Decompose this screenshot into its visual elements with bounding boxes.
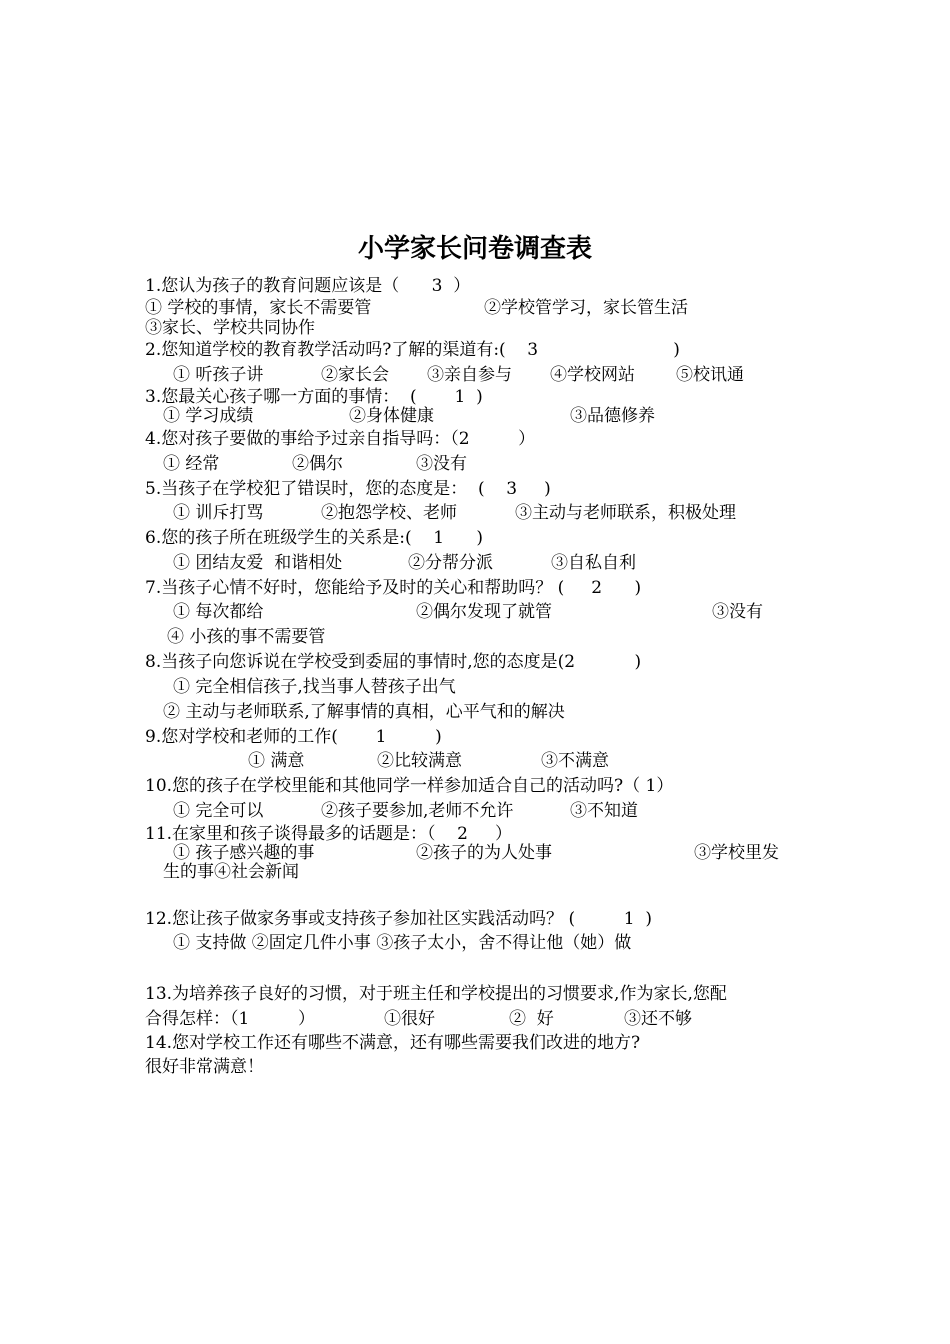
q4-option-1: ① 经常 (163, 454, 220, 474)
question-13: 13.为培养孩子良好的习惯，对于班主任和学校提出的习惯要求,作为家长,您配 (145, 984, 727, 1004)
question-2: 2.您知道学校的教育教学活动吗?了解的渠道有:( 3 ) (145, 340, 680, 360)
question-12: 12.您让孩子做家务事或支持孩子参加社区实践活动吗？ ( 1 ) (145, 909, 652, 929)
question-11: 11.在家里和孩子谈得最多的话题是：（ 2 ） (145, 824, 512, 844)
question-5: 5.当孩子在学校犯了错误时，您的态度是： ( 3 ) (145, 479, 551, 499)
q2-option-5: ⑤校讯通 (676, 365, 744, 385)
q7-option-4: ④ 小孩的事不需要管 (167, 627, 326, 647)
q5-option-2: ②抱怨学校、老师 (321, 503, 457, 523)
q6-option-3: ③自私自利 (551, 553, 636, 573)
q13-option-4: ③还不够 (624, 1009, 692, 1029)
q7-option-1: ① 每次都给 (173, 602, 264, 622)
q5-option-3: ③主动与老师联系，积极处理 (515, 503, 736, 523)
q3-option-1: ① 学习成绩 (163, 406, 254, 426)
q11-option-3: ③学校里发 (694, 843, 779, 863)
question-4: 4.您对孩子要做的事给予过亲自指导吗：（2 ） (145, 429, 536, 449)
q7-option-2: ②偶尔发现了就管 (416, 602, 552, 622)
question-10: 10.您的孩子在学校里能和其他同学一样参加适合自己的活动吗?（ 1） (145, 776, 674, 796)
q1-option-2: ②学校管学习，家长管生活 (484, 298, 688, 318)
q13-option-2: ①很好 (384, 1009, 435, 1029)
q11-option-2: ②孩子的为人处事 (416, 843, 552, 863)
q3-option-2: ②身体健康 (349, 406, 434, 426)
question-8: 8.当孩子向您诉说在学校受到委屈的事情时,您的态度是(2 ) (145, 652, 642, 672)
q2-option-3: ③亲自参与 (427, 365, 512, 385)
q4-option-2: ②偶尔 (292, 454, 343, 474)
q4-option-3: ③没有 (416, 454, 467, 474)
q3-option-3: ③品德修养 (570, 406, 655, 426)
q9-option-2: ②比较满意 (377, 751, 462, 771)
q13-option-3: ② 好 (509, 1009, 554, 1029)
q7-option-3: ③没有 (712, 602, 763, 622)
q9-option-3: ③不满意 (541, 751, 609, 771)
q1-option-3: ③家长、学校共同协作 (145, 318, 315, 338)
q9-option-1: ① 满意 (248, 751, 305, 771)
q8-option-1: ① 完全相信孩子,找当事人替孩子出气 (173, 677, 456, 697)
question-1: 1.您认为孩子的教育问题应该是（ 3 ） (145, 276, 471, 296)
q2-option-2: ②家长会 (321, 365, 389, 385)
q2-option-1: ① 听孩子讲 (173, 365, 264, 385)
q10-option-3: ③不知道 (570, 801, 638, 821)
q13-option-1: 合得怎样：（1 ） (145, 1009, 315, 1029)
page-title: 小学家长问卷调查表 (357, 234, 592, 264)
question-14: 14.您对学校工作还有哪些不满意，还有哪些需要我们改进的地方? (145, 1033, 641, 1053)
q5-option-1: ① 训斥打骂 (173, 503, 264, 523)
q14-answer: 很好非常满意！ (145, 1057, 264, 1077)
question-3: 3.您最关心孩子哪一方面的事情： ( 1 ) (145, 387, 483, 407)
q1-option-1: ① 学校的事情，家长不需要管 (145, 298, 372, 318)
q12-option-1: ① 支持做 ②固定几件小事 ③孩子太小，舍不得让他（她）做 (173, 933, 632, 953)
q10-option-2: ②孩子要参加,老师不允许 (321, 801, 514, 821)
question-6: 6.您的孩子所在班级学生的关系是:( 1 ) (145, 528, 484, 548)
q10-option-1: ① 完全可以 (173, 801, 264, 821)
q11-option-4: 生的事④社会新闻 (163, 862, 299, 882)
q11-option-1: ① 孩子感兴趣的事 (173, 843, 315, 863)
q2-option-4: ④学校网站 (550, 365, 635, 385)
question-9: 9.您对学校和老师的工作( 1 ) (145, 727, 442, 747)
q6-option-2: ②分帮分派 (408, 553, 493, 573)
question-7: 7.当孩子心情不好时，您能给予及时的关心和帮助吗？ ( 2 ) (145, 578, 642, 598)
q8-option-2: ② 主动与老师联系,了解事情的真相，心平气和的解决 (163, 702, 565, 722)
q6-option-1: ① 团结友爱 和谐相处 (173, 553, 343, 573)
